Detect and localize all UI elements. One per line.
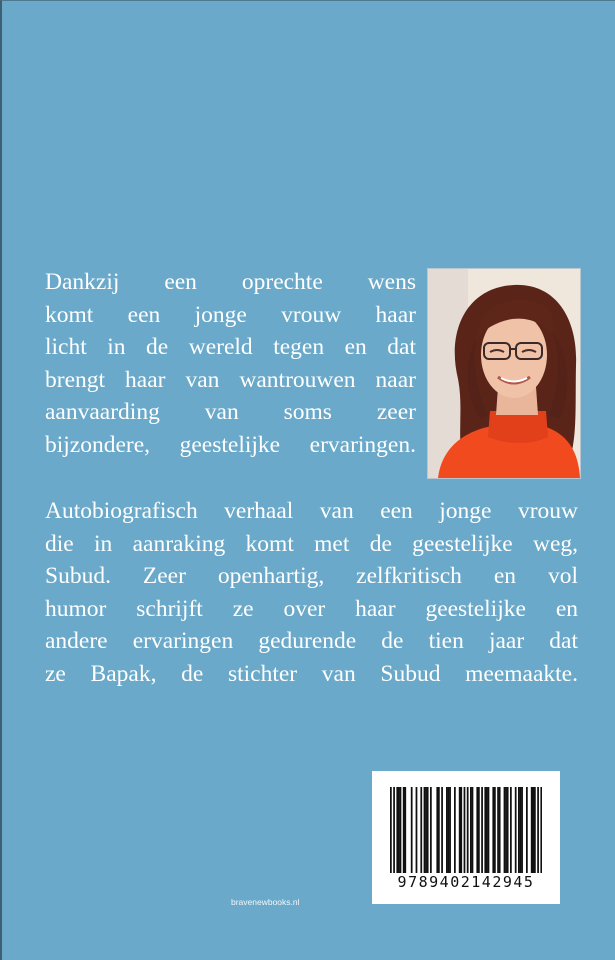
barcode-bar <box>404 787 406 873</box>
barcode-bars <box>390 787 542 873</box>
blurb-description-line: ze Bapak, de stichter van Subud meemaakte. <box>45 660 578 687</box>
barcode-bar <box>540 787 542 873</box>
barcode-bar <box>436 787 438 873</box>
author-photo <box>427 268 581 479</box>
barcode-bar <box>518 787 520 873</box>
barcode-bar <box>425 787 427 873</box>
barcode-bar <box>403 787 405 873</box>
barcode-bar <box>486 787 488 873</box>
barcode-bar <box>521 787 523 873</box>
barcode-bar <box>497 787 499 873</box>
barcode-bar <box>454 787 456 873</box>
blurb-intro-line: brengt haar van wantrouwen naar <box>45 366 416 393</box>
author-portrait-image <box>428 269 580 478</box>
barcode-bar <box>464 787 466 873</box>
blurb-description <box>45 495 578 690</box>
barcode-bar <box>460 787 462 873</box>
barcode-bar <box>537 787 539 873</box>
barcode-bar <box>484 787 486 873</box>
barcode-bar <box>446 787 448 873</box>
barcode-bar <box>393 787 395 873</box>
barcode-bar <box>449 787 451 873</box>
barcode-bar <box>430 787 432 873</box>
barcode-bar <box>472 787 474 873</box>
barcode-bar <box>467 787 469 873</box>
barcode-bar <box>488 787 490 873</box>
barcode-bar <box>398 787 400 873</box>
blurb-description-line: die in aanraking komt met de geestelijke weg, <box>45 530 578 557</box>
blurb-description-line: humor schrijft ze over haar geestelijke en <box>45 595 578 622</box>
blurb-intro-line: licht in de wereld tegen en dat <box>45 334 416 360</box>
barcode-bar <box>505 787 507 873</box>
blurb-description-line: Subud. Zeer openhartig, zelfkritisch en vol <box>45 563 578 589</box>
barcode-bar <box>400 787 402 873</box>
barcode-bar <box>481 787 483 873</box>
blurb-description-line: andere ervaringen gedurende de tien jaar dat <box>45 628 578 654</box>
barcode-bar <box>520 787 522 873</box>
barcode-bar <box>515 787 517 873</box>
barcode-bar <box>507 787 509 873</box>
barcode-bar <box>427 787 429 873</box>
barcode-bar <box>416 787 418 873</box>
barcode-bar <box>448 787 450 873</box>
blurb-intro-line: aanvaarding van soms zeer <box>45 399 416 425</box>
barcode-bar <box>494 787 496 873</box>
barcode-bar <box>510 787 512 873</box>
isbn-number: 9789402142945 <box>397 873 535 891</box>
barcode-bar <box>438 787 440 873</box>
publisher-name: bravenewbooks.nl <box>231 897 300 907</box>
barcode-bar <box>420 787 422 873</box>
barcode-bar <box>411 787 413 873</box>
barcode-bar <box>396 787 398 873</box>
barcode-bar <box>470 787 472 873</box>
blurb-intro-line: Dankzij een oprechte wens <box>45 269 416 295</box>
barcode-bar <box>526 787 528 873</box>
barcode-bar <box>532 787 534 873</box>
barcode-bar <box>499 787 501 873</box>
barcode-bar <box>478 787 480 873</box>
barcode-bar <box>531 787 533 873</box>
barcode-bar <box>504 787 506 873</box>
blurb-intro-line: bijzondere, geestelijke ervaringen. <box>45 431 416 458</box>
isbn-barcode <box>372 771 560 904</box>
barcode-bar <box>459 787 461 873</box>
barcode-bar <box>441 787 443 873</box>
barcode-bar <box>534 787 536 873</box>
barcode-bar <box>424 787 426 873</box>
barcode-bar <box>476 787 478 873</box>
blurb-intro-line: komt een jonge vrouw haar <box>45 301 416 328</box>
barcode-bar <box>390 787 392 873</box>
blurb-intro <box>45 266 416 461</box>
blurb-description-line: Autobiografisch verhaal van een jonge vrouw <box>45 498 578 524</box>
barcode-bar <box>492 787 494 873</box>
